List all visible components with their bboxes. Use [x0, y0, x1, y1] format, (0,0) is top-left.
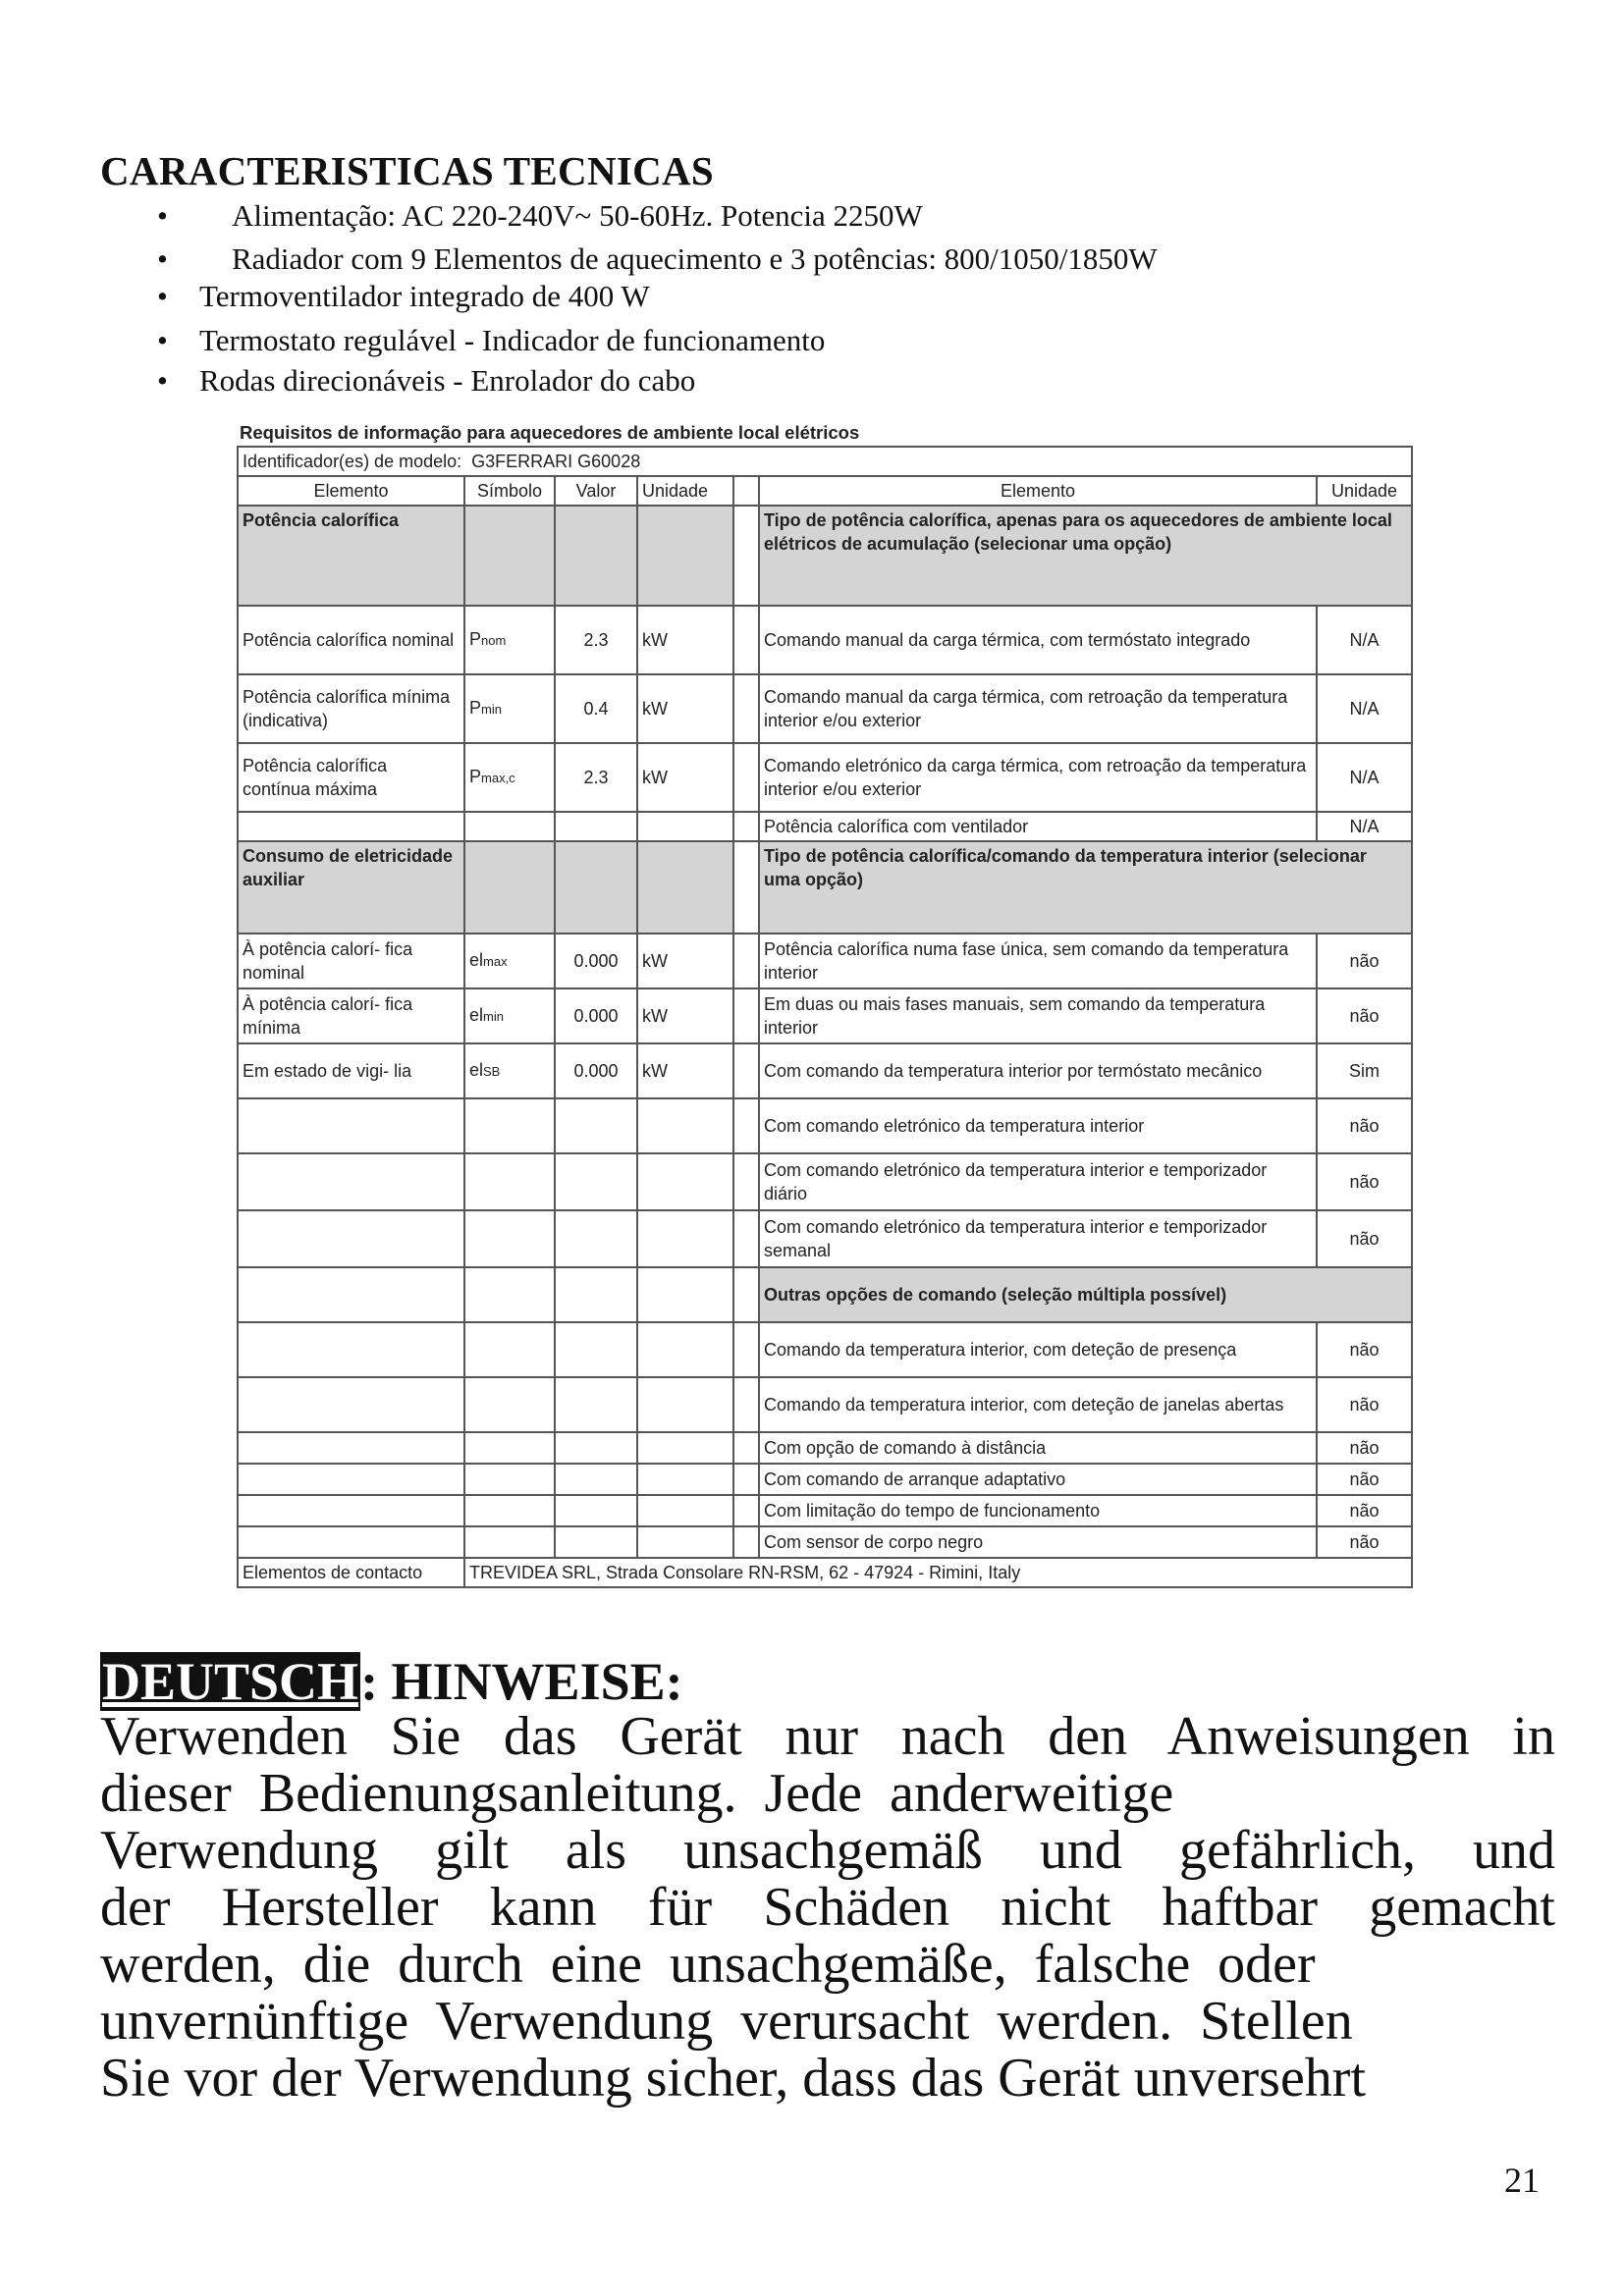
text-line: Sie vor der Verwendung sicher, dass das Gerät unversehrt — [100, 2048, 1367, 2109]
table-row: Comando da temperatura interior, com deteção de janelas abertas não — [238, 1377, 1412, 1432]
table-row: Com comando eletrónico da temperatura interior não — [238, 1098, 1412, 1153]
section-header-row: Consumo de eletricidade auxiliar Tipo de potência calorífica/comando da temperatura interior (selecionar uma opção) — [238, 841, 1412, 934]
model-id: G3FERRARI G60028 — [471, 452, 641, 471]
model-row: Identificador(es) de modelo: G3FERRARI G60028 — [238, 447, 1412, 476]
table-row: Comando da temperatura interior, com deteção de presença não — [238, 1322, 1412, 1377]
table-row: Com comando eletrónico da temperatura interior e temporizador diário não — [238, 1153, 1412, 1210]
table-header-row: Elemento Símbolo Valor Unidade Elemento Unidade — [238, 476, 1412, 506]
table-row: Com limitação do tempo de funcionamento não — [238, 1495, 1412, 1526]
table-row: Com comando de arranque adaptativo não — [238, 1464, 1412, 1495]
section-header-row: Outras opções de comando (seleção múltipla possível) — [238, 1267, 1412, 1322]
table-row: Com opção de comando à distância não — [238, 1432, 1412, 1464]
table-caption: Requisitos de informação para aquecedores de ambiente local elétricos — [240, 422, 860, 443]
section-heading: DEUTSCH: HINWEISE: — [102, 1652, 683, 1711]
table-row: À potência calorí- fica mínima elmin 0.000 kW Em duas ou mais fases manuais, sem comando da temperatura interior não — [238, 988, 1412, 1043]
text-line: Verwendung gilt als unsachgemäß und gefährlich, und — [100, 1820, 1555, 1881]
section-title: CARACTERISTICAS TECNICAS — [100, 148, 715, 193]
section-header-row: Potência calorífica Tipo de potência calorífica, apenas para os aquecedores de ambiente local elétricos de acumulação (selecionar uma opção) — [238, 506, 1412, 606]
table-row: Potência calorífica mínima (indicativa) Pmin 0.4 kW Comando manual da carga térmica, com retroação da temperatura interior e/ou exterior N/A — [238, 674, 1412, 743]
page-number: 21 — [1504, 2161, 1540, 2200]
text-line: werden, die durch eine unsachgemäße, falsche oder — [100, 1934, 1316, 1995]
text-line: unvernünftige Verwendung verursacht werden. Stellen — [100, 1991, 1353, 2052]
text-line: dieser Bedienungsanleitung. Jede anderweitige — [100, 1763, 1174, 1824]
table-row: Com comando eletrónico da temperatura interior e temporizador semanal não — [238, 1210, 1412, 1267]
body-text — [100, 1708, 1555, 2107]
table-row: Com sensor de corpo negro não — [238, 1526, 1412, 1558]
table-row: Potência calorífica com ventilador N/A — [238, 812, 1412, 841]
contact-row: Elementos de contacto TREVIDEA SRL, Strada Consolare RN-RSM, 62 - 47924 - Rimini, Italy — [238, 1558, 1412, 1587]
table-row: À potência calorí- fica nominal elmax 0.000 kW Potência calorífica numa fase única, sem comando da temperatura interior não — [238, 934, 1412, 988]
text-line: Verwenden Sie das Gerät nur nach den Anweisungen in — [100, 1706, 1555, 1767]
spec-table — [237, 446, 1413, 1588]
table-row: Potência calorífica nominal Pnom 2.3 kW Comando manual da carga térmica, com termóstato integrado N/A — [238, 606, 1412, 674]
table-row: Potência calorífica contínua máxima Pmax,c 2.3 kW Comando eletrónico da carga térmica, com retroação da temperatura interior e/ou exterior N/A — [238, 743, 1412, 812]
text-line: der Hersteller kann für Schäden nicht haftbar gemacht — [100, 1877, 1555, 1938]
language-label: DEUTSCH — [102, 1652, 359, 1711]
table-row: Em estado de vigi- lia elSB 0.000 kW Com comando da temperatura interior por termóstato mecânico Sim — [238, 1043, 1412, 1098]
